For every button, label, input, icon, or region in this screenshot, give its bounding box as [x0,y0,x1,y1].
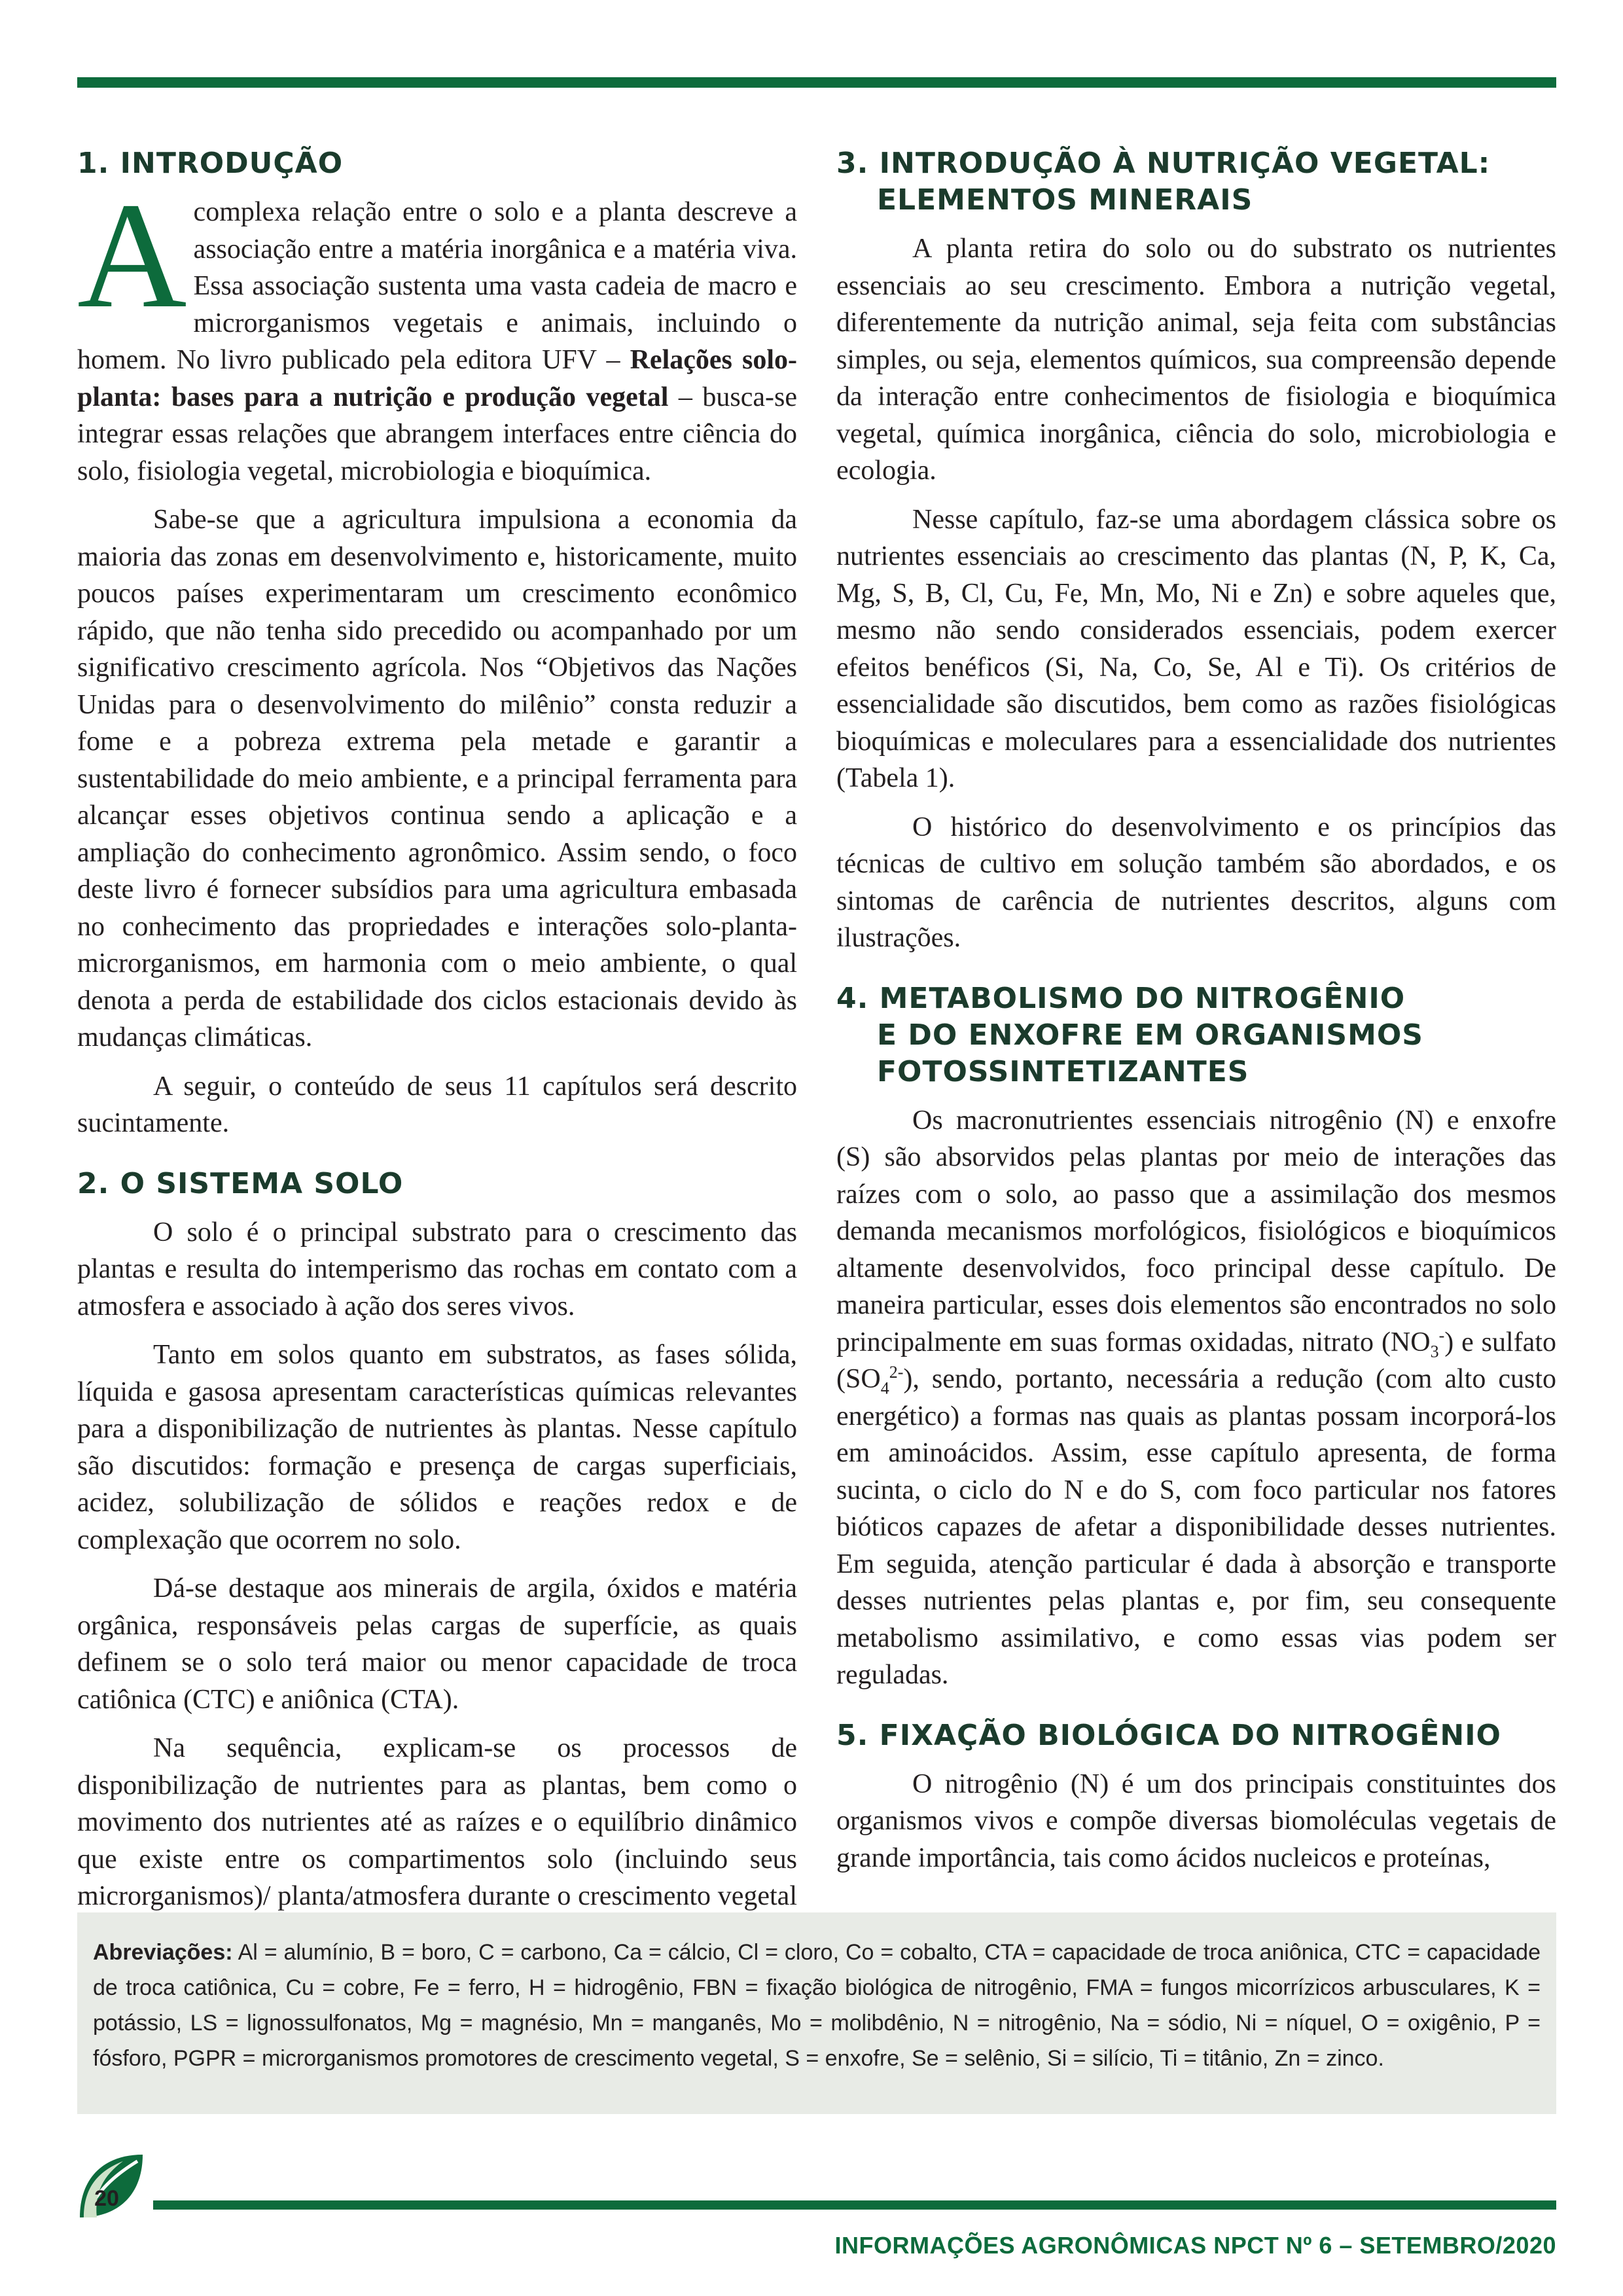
nutricao-paragraph-3: O histórico do desenvolvimento e os princípios das técnicas de cultivo em solução também são abordados, e os sintomas de carência de nutrientes descritos, alguns com ilustrações. [836,812,1556,953]
nutricao-paragraph-2: Nesse capítulo, faz-se uma abordagem clássica sobre os nutrientes essenciais ao crescimento das plantas (N, P, K, Ca, Mg, S, B, Cl, Cu, Fe, Mn, Mo, Ni e Zn) e sobre aqueles que, mesmo não sendo considerados essenciais, podem exercer efeitos benéficos (Si, Na, Co, Se, Al e Ti). Os critérios de essencialidade são discutidos, bem como as razões fisiológicas bioquímicas e moleculares para a essencialidade dos nutrientes (Tabela 1). [836,504,1556,793]
heading-4-line-1: 4. METABOLISMO DO NITROGÊNIO [836,981,1406,1015]
nitrate-subscript: 3 [1430,1341,1439,1361]
sulfate-subscript: 4 [880,1378,889,1398]
heading-3-line-1: 3. INTRODUÇÃO À NUTRIÇÃO VEGETAL: [836,147,1491,180]
metabolismo-text-c: ), sendo, portanto, necessária a redução (com alto custo energético) a formas nas quais as plantas possam incorporá-los em aminoácidos. Assim, esse capítulo apresenta, de forma sucinta, o ciclo do N e do S, com foco particular nos fatores bióticos capazes de afetar a disponibilidade desses nutrientes. Em seguida, atenção particular é dada à absorção e transporte desses nutrientes pelas plantas e, por fim, seu consequente metabolismo assimilativo, e como essas vias podem ser reguladas. [836,1364,1556,1690]
intro-paragraph-2: Sabe-se que a agricultura impulsiona a economia da maioria das zonas em desenvolvimento e, historicamente, muito poucos países experimentaram um crescimento econômico rápido, que não tenha sido precedido ou acompanhado por um significativo crescimento agrícola. Nos “Objetivos das Nações Unidas para o desenvolvimento do milênio” consta reduzir a fome e a pobreza extrema pela metade e garantir a sustentabilidade do meio ambiente, e a principal ferramenta para alcançar esses objetivos continua sendo a aplicação e a ampliação do conhecimento agronômico. Assim sendo, o foco deste livro é fornecer subsídios para uma agricultura embasada no conhecimento das propriedades e interações solo-planta-microrganismos, em harmonia com o meio ambiente, o qual denota a perda de estabilidade dos ciclos estacionais devido às mudanças climáticas. [77,505,797,1052]
left-column [77,145,797,1952]
intro-paragraph-1 [77,171,797,490]
solo-paragraph-2: Tanto em solos quanto em substratos, as fases sólida, líquida e gasosa apresentam características químicas relevantes para a disponibilização de nutrientes às plantas. Nesse capítulo são discutidos: formação e presença de cargas superficiais, acidez, solubilização de sólidos e reações redox e de complexação que ocorrem no solo. [77,1340,797,1555]
abbreviations-text: Al = alumínio, B = boro, C = carbono, Ca = cálcio, Cl = cloro, Co = cobalto, CTA = capacidade de troca aniônica, CTC = capacidade de troca catiônica, Cu = cobre, Fe = ferro, H = hidrogênio, FBN = fixação biológica de nitrogênio, FMA = fungos micorrízicos arbusculares, K = potássio, LS = lignossulfonatos, Mg = magnésio, Mn = manganês, Mo = molibdênio, N = nitrogênio, Na = sódio, Ni = níquel, O = oxigênio, P = fósforo, PGPR = microrganismos promotores de crescimento vegetal, S = enxofre, Se = selênio, Si = silício, Ti = titânio, Zn = zinco. [93,1940,1541,2071]
section-heading-nutricao-vegetal [836,145,1556,219]
heading-3-line-2: ELEMENTOS MINERAIS [877,183,1253,217]
footer-publication: INFORMAÇÕES AGRONÔMICAS NPCT Nº 6 – SETEMBRO/2020 [834,2232,1556,2259]
abbreviations-label: Abreviações: [93,1940,233,1965]
right-column [836,145,1556,1876]
sulfate-superscript: 2- [889,1363,904,1382]
heading-4-line-3: FOTOSSINTETIZANTES [877,1054,1249,1088]
section-heading-fixacao: 5. FIXAÇÃO BIOLÓGICA DO NITROGÊNIO [836,1718,1501,1752]
metabolismo-text-a: Os macronutrientes essenciais nitrogênio (N) e enxofre (S) são absorvidos pelas plantas por meio de interações das raízes com o solo, ao passo que a assimilação dos mesmos demanda mecanismos morfológicos, fisiológicos e bioquímicos altamente desenvolvidos, foco principal desse capítulo. De maneira particular, esses dois elementos são encontrados no solo principalmente em suas formas oxidadas, nitrato (NO [836,1105,1556,1357]
heading-4-line-2: E DO ENXOFRE EM ORGANISMOS [877,1018,1423,1052]
drop-cap: A [77,171,187,340]
fixacao-paragraph-1: O nitrogênio (N) é um dos principais constituintes dos organismos vivos e compõe diversas biomoléculas vegetais de grande importância, tais como ácidos nucleicos e proteínas, [836,1768,1556,1873]
book-title: Relações solo-planta: bases para a nutrição e produção vegetal [77,345,797,412]
metabolismo-text-b: ) e sulfato (SO [836,1327,1556,1394]
page-number: 20 [94,2186,119,2211]
metabolismo-paragraph-1 [836,1102,1556,1694]
section-heading-sistema-solo: 2. O SISTEMA SOLO [77,1166,404,1200]
top-rule [77,77,1556,88]
abbreviations-box [77,1912,1556,2114]
nitrate-superscript: - [1438,1325,1445,1345]
solo-paragraph-1: O solo é o principal substrato para o crescimento das plantas e resulta do intemperismo das rochas em contato com a atmosfera e associado à ação dos seres vivos. [77,1217,797,1321]
footer-rule [153,2200,1556,2210]
section-heading-metabolismo [836,980,1556,1090]
intro-p1-start: complexa relação entre o solo e a planta descreve a associação entre a matéria inorgânica e a matéria viva. Essa associação sustenta uma vasta cadeia de macro e microrganismos vegetais e animais, incluindo o homem. No livro publicado pela editora UFV – [77,197,797,375]
nutricao-paragraph-1: A planta retira do solo ou do substrato os nutrientes essenciais ao seu crescimento. Embora a nutrição vegetal, diferentemente da nutrição animal, seja feita com substâncias simples, ou seja, elementos químicos, sua compreensão depende da interação entre conhecimentos de fisiologia e bioquímica vegetal, química inorgânica, ciência do solo, microbiologia e ecologia. [836,234,1556,486]
intro-paragraph-3: A seguir, o conteúdo de seus 11 capítulos será descrito sucintamente. [77,1071,797,1138]
intro-p1-end: – busca-se integrar essas relações que abrangem interfaces entre ciência do solo, fisiologia vegetal, microbiologia e bioquímica. [77,382,797,486]
section-heading-introducao: 1. INTRODUÇÃO [77,147,344,180]
solo-paragraph-3: Dá-se destaque aos minerais de argila, óxidos e matéria orgânica, responsáveis pelas cargas de superfície, as quais definem se o solo terá maior ou menor capacidade de troca catiônica (CTC) e aniônica (CTA). [77,1573,797,1715]
solo-paragraph-4: Na sequência, explicam-se os processos de disponibilização de nutrientes para as plantas, bem como o movimento dos nutrientes até as raízes e o equilíbrio dinâmico que existe entre os compartimentos solo (incluindo seus microrganismos)/ planta/atmosfera durante o crescimento vegetal [77,1733,797,1911]
